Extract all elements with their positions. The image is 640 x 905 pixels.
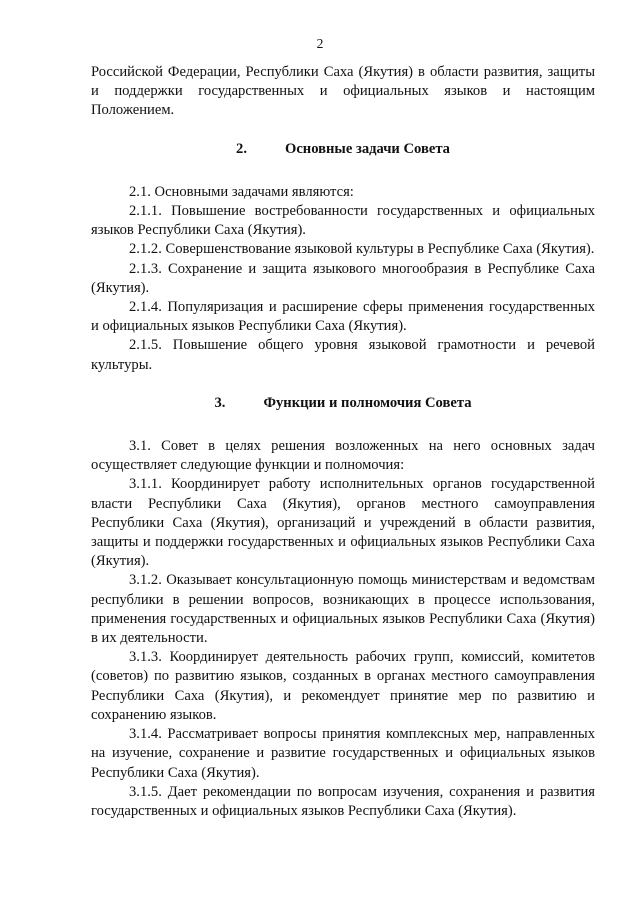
section-2-title: Основные задачи Совета	[284, 140, 450, 157]
document-body	[91, 63, 595, 821]
section-3-title: Функции и полномочия Совета	[263, 394, 472, 411]
clause-2-1-5: 2.1.5. Повышение общего уровня языковой грамотности и речевой культуры.	[91, 337, 595, 373]
section-2-heading	[91, 140, 595, 159]
clause-2-1-3: 2.1.3. Сохранение и защита языкового многообразия в Республике Саха (Якутия).	[91, 260, 595, 296]
clause-3-1-1: 3.1.1. Координирует работу исполнительных органов государственной власти Республики Саха (Якутия), органов местного самоуправления Республики Саха (Якутия), организаций и учреждений в области развития, защиты и поддержки государственных и официальных языков Республики Саха (Якутия).	[91, 476, 595, 570]
clause-2-1-1: 2.1.1. Повышение востребованности государственных и официальных языков Республики Саха (Якутия).	[91, 203, 595, 239]
clause-3-1-4: 3.1.4. Рассматривает вопросы принятия комплексных мер, направленных на изучение, сохранение и развитие государственных и официальных языков Республики Саха (Якутия).	[91, 726, 595, 781]
clause-3-1-5: 3.1.5. Дает рекомендации по вопросам изучения, сохранения и развития государственных и официальных языков Республики Саха (Якутия).	[91, 783, 595, 819]
clause-3-1-3: 3.1.3. Координирует деятельность рабочих групп, комиссий, комитетов (советов) по развитию языков, созданных в органах местного самоуправления Республики Саха (Якутия), и рекомендует принятие мер по развитию и сохранению языков.	[91, 649, 595, 723]
clause-2-1-4: 2.1.4. Популяризация и расширение сферы применения государственных и официальных языков Республики Саха (Якутия).	[91, 299, 595, 335]
clause-3-1-2: 3.1.2. Оказывает консультационную помощь министерствам и ведомствам республики в решении вопросов, возникающих в процессе использования, применения государственных и официальных языков Республики Саха (Якутия) в их деятельности.	[91, 572, 595, 647]
clause-2-1: 2.1. Основными задачами являются:	[129, 183, 354, 200]
clause-3-1: 3.1. Совет в целях решения возложенных на него основных задач осуществляет следующие функции и полномочия:	[91, 438, 595, 474]
section-2-number: 2.	[236, 140, 247, 157]
intro-paragraph: Российской Федерации, Республики Саха (Якутия) в области развития, защиты и поддержки государственных и официальных языков и настоящим Положением.	[91, 64, 595, 119]
clause-2-1-2: 2.1.2. Совершенствование языковой культуры в Республике Саха (Якутия).	[129, 241, 595, 258]
page-number: 2	[316, 36, 324, 51]
section-3-heading	[91, 394, 595, 413]
section-3-number: 3.	[214, 394, 226, 411]
